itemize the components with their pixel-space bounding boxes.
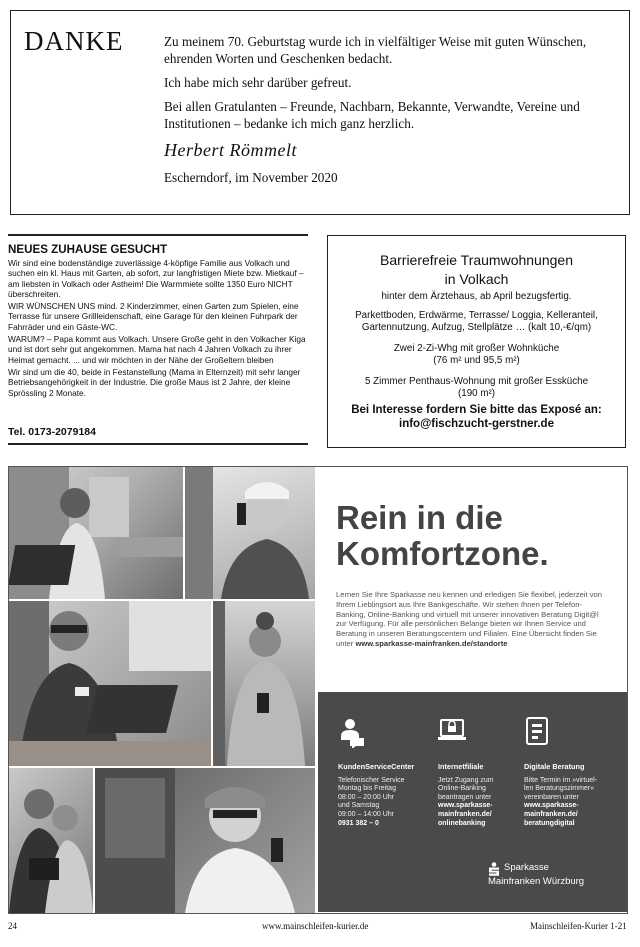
service-line: Online-Banking bbox=[438, 785, 486, 793]
service-link-part[interactable]: mainfranken.de/ bbox=[524, 810, 578, 818]
service-line: Bitte Termin im »virtuel- bbox=[524, 776, 598, 784]
service-link[interactable] bbox=[438, 802, 526, 828]
laptop-lock-icon bbox=[438, 716, 466, 748]
apartment-ad-cta: Bei Interesse fordern Sie bitte das Exposé an: bbox=[351, 404, 602, 416]
photo-man-phone bbox=[185, 467, 315, 599]
apartment-ad-line: Gartennutzung, Aufzug, Stellplätze … (kalt 10,-€/qm) bbox=[361, 322, 592, 333]
service-link-part[interactable]: mainfranken.de/ bbox=[438, 810, 492, 818]
ad-body: Lernen Sie Ihre Sparkasse neu kennen und erledigen Sie flexibel, jederzeit von Ihrem Lieblingsort aus Ihre Bankgeschäfte. Wir stehen Ihnen per Telefon-Banking, Online-Banking und virtuell mit unserer innovativen Beratung Digit@l zur Verfügung. Für alle persönlichen Belange bieten wir Ihnen Service und Beratung in unseren Beratungscentern und Filialen. Eine Übersicht finden Sie unter bbox=[336, 590, 602, 648]
thanks-paragraph: Bei allen Gratulanten – Freunde, Nachbarn, Bekannte, Verwandte, Vereine und Institutionen – bedanke ich mich ganz herzlich. bbox=[164, 99, 580, 131]
service-line: Jetzt Zugang zum bbox=[438, 776, 494, 784]
apartment-ad-line: Parkettboden, Erdwärme, Terrasse/ Loggia, Kelleranteil, bbox=[355, 310, 598, 321]
service-link-part[interactable]: www.sparkasse- bbox=[438, 802, 493, 810]
classified-paragraph: Wir sind eine bodenständige zuverlässige 4-köpfige Familie aus Volkach und suchen ein kl. Haus mit Garten, ab sofort, zur langfristigen Miete bzw. Mietkauf – am liebsten in Volkach oder Astheim! Die Warmmiete sollte 1350 Euro NICHT überschreiten. bbox=[8, 258, 304, 299]
apartment-ad-line: hinter dem Ärztehaus, ab April bezugsfertig. bbox=[381, 291, 572, 302]
apartment-ad-email[interactable]: info@fischzucht-gerstner.de bbox=[399, 418, 554, 430]
photo-couple-tablet bbox=[9, 768, 93, 913]
apartment-ad bbox=[327, 235, 626, 448]
classified-phone: Tel. 0173-2079184 bbox=[8, 426, 96, 438]
service-link[interactable] bbox=[524, 802, 612, 828]
ad-headline-line: Komfortzone. bbox=[336, 535, 549, 572]
service-title: Internetfiliale bbox=[438, 762, 484, 771]
divider bbox=[8, 443, 308, 445]
ad-headline bbox=[336, 500, 549, 572]
service-line: und Samstag bbox=[338, 802, 380, 810]
classified-title: NEUES ZUHAUSE GESUCHT bbox=[8, 243, 168, 256]
sparkasse-logo-icon bbox=[488, 862, 500, 876]
service-line: len Beratungszimmer« bbox=[524, 785, 595, 793]
classified-paragraph: WARUM? – Papa kommt aus Volkach. Unsere Große geht in den Volkacher Kiga und ist dort sehr gut angekommen. Mama hat nach 4 Jahren Volkach zu ihrer Heimat gemacht. ... und wir möchten in der Nähe der Großeltern bleiben bbox=[8, 334, 306, 365]
thanks-paragraph: Zu meinem 70. Geburtstag wurde ich in vielfältiger Weise mit guten Wünschen, ehrenden Worten und Geschenken bedacht. bbox=[164, 34, 587, 66]
page-number: 24 bbox=[8, 921, 17, 931]
thanks-heading: DANKE bbox=[24, 26, 124, 56]
apartment-ad-line: (190 m²) bbox=[457, 388, 496, 399]
service-line: vereinbaren unter bbox=[524, 793, 579, 801]
service-title: KundenServiceCenter bbox=[338, 762, 415, 771]
service-line: Montag bis Freitag bbox=[338, 785, 396, 793]
ad-link[interactable]: www.sparkasse-mainfranken.de/standorte bbox=[355, 638, 508, 648]
service-link-part[interactable]: beratungdigital bbox=[524, 819, 575, 827]
photo-woman-phone bbox=[213, 601, 315, 766]
service-title: Digitale Beratung bbox=[524, 762, 585, 771]
apartment-ad-line: Zwei 2-Zi-Whg mit großer Wohnküche bbox=[393, 343, 560, 354]
ad-body-text bbox=[336, 590, 604, 649]
apartment-ad-line: 5 Zimmer Penthaus-Wohnung mit großer Essküche bbox=[364, 376, 589, 387]
service-link-part[interactable]: onlinebanking bbox=[438, 819, 486, 827]
classified-body bbox=[8, 258, 310, 400]
service-internetfiliale bbox=[438, 763, 526, 828]
service-line: Telefonischer Service bbox=[338, 776, 405, 784]
footer-url[interactable]: www.mainschleifen-kurier.de bbox=[262, 921, 369, 931]
classified-paragraph: Wir sind um die 40, beide in Festanstellung (Mama in Elternzeit) mit sehr langer Betriebsangehörigkeit in der Industrie. Die große Maus ist 2 Jahre, der kleine Sprössling 2 Monate. bbox=[8, 366, 301, 398]
photo-older-woman-phone bbox=[95, 768, 315, 913]
apartment-ad-line: (76 m² und 95,5 m²) bbox=[433, 355, 520, 366]
service-kundenservice bbox=[338, 763, 426, 828]
issue-label: Mainschleifen-Kurier 1-21 bbox=[530, 921, 627, 931]
brand-region: Mainfranken Würzburg bbox=[488, 876, 585, 887]
photo-man-card bbox=[9, 601, 211, 766]
sparkasse-brand bbox=[488, 862, 584, 887]
service-line: 08:00 – 20:00 Uhr bbox=[338, 793, 395, 801]
service-digitale-beratung bbox=[524, 763, 612, 828]
tablet-chat-icon bbox=[524, 716, 552, 748]
service-line: beantragen unter bbox=[438, 793, 492, 801]
ad-headline-line: Rein in die bbox=[336, 499, 503, 536]
service-phone[interactable]: 0931 382 – 0 bbox=[338, 819, 379, 827]
service-line: 09:00 – 14:00 Uhr bbox=[338, 810, 395, 818]
thanks-paragraph: Ich habe mich sehr darüber gefreut. bbox=[164, 75, 352, 90]
thanks-text bbox=[164, 33, 609, 139]
apartment-ad-title: in Volkach bbox=[444, 271, 509, 287]
apartment-ad-title: Barrierefreie Traumwohnungen bbox=[380, 252, 573, 268]
chat-icon bbox=[338, 716, 366, 748]
photo-woman-laptop bbox=[9, 467, 183, 599]
brand-name: Sparkasse bbox=[504, 862, 549, 873]
signature: Herbert Römmelt bbox=[164, 140, 297, 160]
place-date: Escherndorf, im November 2020 bbox=[164, 170, 338, 185]
divider bbox=[8, 234, 308, 236]
service-link-part[interactable]: www.sparkasse- bbox=[524, 802, 579, 810]
classified-paragraph: WIR WÜNSCHEN UNS mind. 2 Kinderzimmer, einen Garten zum Spielen, eine Terrasse für unsere Grillleidenschaft, eine Garage für den kleinen Fuhrpark der Fahrräder und ein Gäste-WC. bbox=[8, 301, 299, 332]
